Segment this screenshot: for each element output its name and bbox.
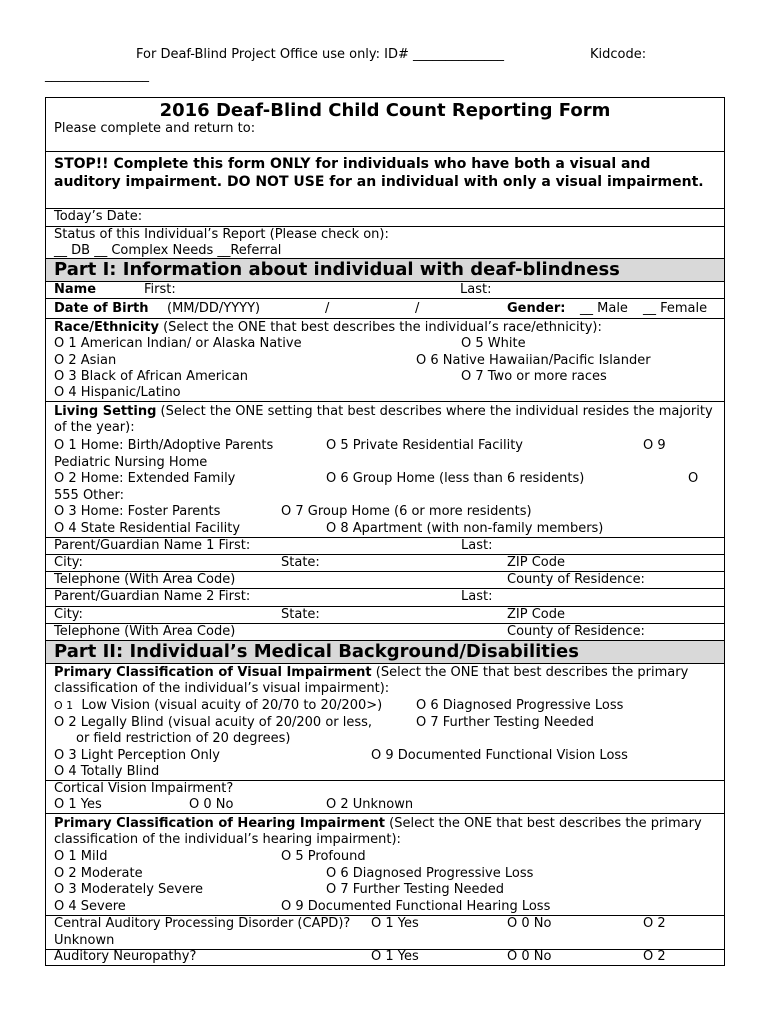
guardian2-state-field[interactable]: State: — [281, 607, 320, 622]
visual-option-2-text: or field restriction of 20 degrees) — [76, 731, 291, 746]
dob-slash-1: / — [325, 301, 330, 316]
visual-option-1-marker: O 1 — [54, 699, 74, 712]
race-option-5[interactable]: O 5 White — [461, 336, 526, 351]
capd-unknown-text: Unknown — [54, 933, 115, 948]
capd-no-option[interactable]: O 0 No — [507, 916, 552, 931]
capd-label: Central Auditory Processing Disorder (CAPD)? — [54, 916, 351, 931]
capd-unknown-option[interactable]: O 2 — [643, 916, 666, 931]
hearing-option-7[interactable]: O 7 Further Testing Needed — [326, 882, 504, 897]
guardian2-county-field[interactable]: County of Residence: — [507, 624, 645, 639]
hearing-option-3[interactable]: O 3 Moderately Severe — [54, 882, 204, 897]
living-option-555[interactable]: O — [688, 471, 699, 486]
living-option-4[interactable]: O 4 State Residential Facility — [54, 521, 241, 536]
status-label: Status of this Individual’s Report (Please check on): — [54, 227, 389, 242]
todays-date-field[interactable]: Today’s Date: — [54, 209, 143, 224]
kidcode-line: ________________ — [45, 68, 149, 83]
cvi-unknown-option[interactable]: O 2 Unknown — [326, 797, 414, 812]
visual-option-1-text: Low Vision (visual acuity of 20/70 to 20/200>) — [81, 698, 383, 713]
visual-instructions: (Select the ONE that best describes the primary classification of the individual’s visual impairment): — [54, 665, 689, 696]
an-label: Auditory Neuropathy? — [54, 949, 197, 964]
dob-slash-2: / — [415, 301, 420, 316]
living-heading — [54, 404, 718, 436]
name-last-field[interactable]: Last: — [460, 282, 492, 297]
an-unknown-option[interactable]: O 2 — [643, 949, 666, 964]
guardian2-zip-field[interactable]: ZIP Code — [507, 607, 565, 622]
gender-male-option[interactable]: __ Male — [580, 301, 628, 316]
hearing-heading — [54, 816, 718, 848]
living-option-7[interactable]: O 7 Group Home (6 or more residents) — [281, 504, 532, 519]
visual-option-1[interactable] — [54, 698, 382, 714]
hearing-label: Primary Classification of Hearing Impairment — [54, 816, 386, 831]
cvi-yes-option[interactable]: O 1 Yes — [54, 797, 102, 812]
capd-yes-option[interactable]: O 1 Yes — [371, 916, 419, 931]
gender-female-option[interactable]: __ Female — [643, 301, 708, 316]
an-no-option[interactable]: O 0 No — [507, 949, 552, 964]
name-label: Name — [54, 282, 97, 297]
guardian2-city-field[interactable]: City: — [54, 607, 83, 622]
gender-label: Gender: — [507, 301, 566, 316]
living-option-8[interactable]: O 8 Apartment (with non-family members) — [326, 521, 604, 536]
race-option-4[interactable]: O 4 Hispanic/Latino — [54, 385, 181, 400]
visual-heading — [54, 665, 718, 697]
child-count-form — [45, 97, 725, 966]
race-option-3[interactable]: O 3 Black of African American — [54, 369, 249, 384]
guardian1-city-field[interactable]: City: — [54, 555, 83, 570]
hearing-instructions: (Select the ONE that best describes the primary classification of the individual’s hearing impairment): — [54, 816, 702, 847]
living-option-6[interactable]: O 6 Group Home (less than 6 residents) — [326, 471, 585, 486]
race-instructions: (Select the ONE that best describes the individual’s race/ethnicity): — [163, 320, 602, 335]
guardian1-state-field[interactable]: State: — [281, 555, 320, 570]
guardian1-county-field[interactable]: County of Residence: — [507, 572, 645, 587]
race-option-1[interactable]: O 1 American Indian/ or Alaska Native — [54, 336, 302, 351]
guardian1-first-field[interactable]: Parent/Guardian Name 1 First: — [54, 538, 251, 553]
visual-option-4[interactable]: O 4 Totally Blind — [54, 764, 160, 779]
living-option-3[interactable]: O 3 Home: Foster Parents — [54, 504, 221, 519]
living-option-9[interactable]: O 9 — [643, 438, 666, 453]
race-option-2[interactable]: O 2 Asian — [54, 353, 117, 368]
hearing-option-2[interactable]: O 2 Moderate — [54, 866, 143, 881]
hearing-option-5[interactable]: O 5 Profound — [281, 849, 366, 864]
visual-option-9[interactable]: O 9 Documented Functional Vision Loss — [371, 748, 628, 763]
hearing-option-6[interactable]: O 6 Diagnosed Progressive Loss — [326, 866, 534, 881]
living-option-1[interactable]: O 1 Home: Birth/Adoptive Parents — [54, 438, 274, 453]
name-first-field[interactable]: First: — [144, 282, 176, 297]
return-to-label: Please complete and return to: — [54, 121, 256, 136]
guardian1-telephone-field[interactable]: Telephone (With Area Code) — [54, 572, 236, 587]
hearing-option-4[interactable]: O 4 Severe — [54, 899, 126, 914]
visual-option-3[interactable]: O 3 Light Perception Only — [54, 748, 220, 763]
hearing-option-1[interactable]: O 1 Mild — [54, 849, 108, 864]
living-label: Living Setting — [54, 404, 157, 419]
form-title: 2016 Deaf-Blind Child Count Reporting Form — [159, 100, 611, 121]
guardian2-telephone-field[interactable]: Telephone (With Area Code) — [54, 624, 236, 639]
guardian2-last-field[interactable]: Last: — [461, 589, 493, 604]
living-option-5[interactable]: O 5 Private Residential Facility — [326, 438, 523, 453]
guardian1-last-field[interactable]: Last: — [461, 538, 493, 553]
guardian1-zip-field[interactable]: ZIP Code — [507, 555, 565, 570]
visual-label: Primary Classification of Visual Impairment — [54, 665, 372, 680]
race-option-7[interactable]: O 7 Two or more races — [461, 369, 607, 384]
race-label: Race/Ethnicity — [54, 320, 159, 335]
dob-label: Date of Birth — [54, 301, 149, 316]
visual-option-7[interactable]: O 7 Further Testing Needed — [416, 715, 594, 730]
living-option-2[interactable]: O 2 Home: Extended Family — [54, 471, 236, 486]
cvi-no-option[interactable]: O 0 No — [189, 797, 234, 812]
dob-format: (MM/DD/YYYY) — [167, 301, 261, 316]
part1-heading: Part I: Information about individual with deaf-blindness — [54, 259, 620, 280]
visual-option-6[interactable]: O 6 Diagnosed Progressive Loss — [416, 698, 624, 713]
guardian2-first-field[interactable]: Parent/Guardian Name 2 First: — [54, 589, 251, 604]
status-options[interactable]: __ DB __ Complex Needs __Referral — [54, 243, 282, 258]
living-instructions: (Select the ONE setting that best describes where the individual resides the majority of the year): — [54, 404, 713, 435]
visual-option-2[interactable]: O 2 Legally Blind (visual acuity of 20/200 or less, — [54, 715, 373, 730]
living-option-555-text: 555 Other: — [54, 488, 125, 503]
an-yes-option[interactable]: O 1 Yes — [371, 949, 419, 964]
hearing-option-9[interactable]: O 9 Documented Functional Hearing Loss — [281, 899, 551, 914]
kidcode-label: Kidcode: — [590, 47, 647, 62]
living-option-9-text: Pediatric Nursing Home — [54, 455, 208, 470]
cvi-label: Cortical Vision Impairment? — [54, 781, 234, 796]
race-heading — [54, 320, 718, 336]
part2-heading: Part II: Individual’s Medical Background/Disabilities — [54, 641, 579, 662]
office-use-id: For Deaf-Blind Project Office use only: ID# ______________ — [136, 47, 505, 62]
stop-notice: STOP!! Complete this form ONLY for individuals who have both a visual and auditory impairment. DO NOT USE for an individual with only a visual impairment. — [54, 156, 704, 190]
race-option-6[interactable]: O 6 Native Hawaiian/Pacific Islander — [416, 353, 651, 368]
